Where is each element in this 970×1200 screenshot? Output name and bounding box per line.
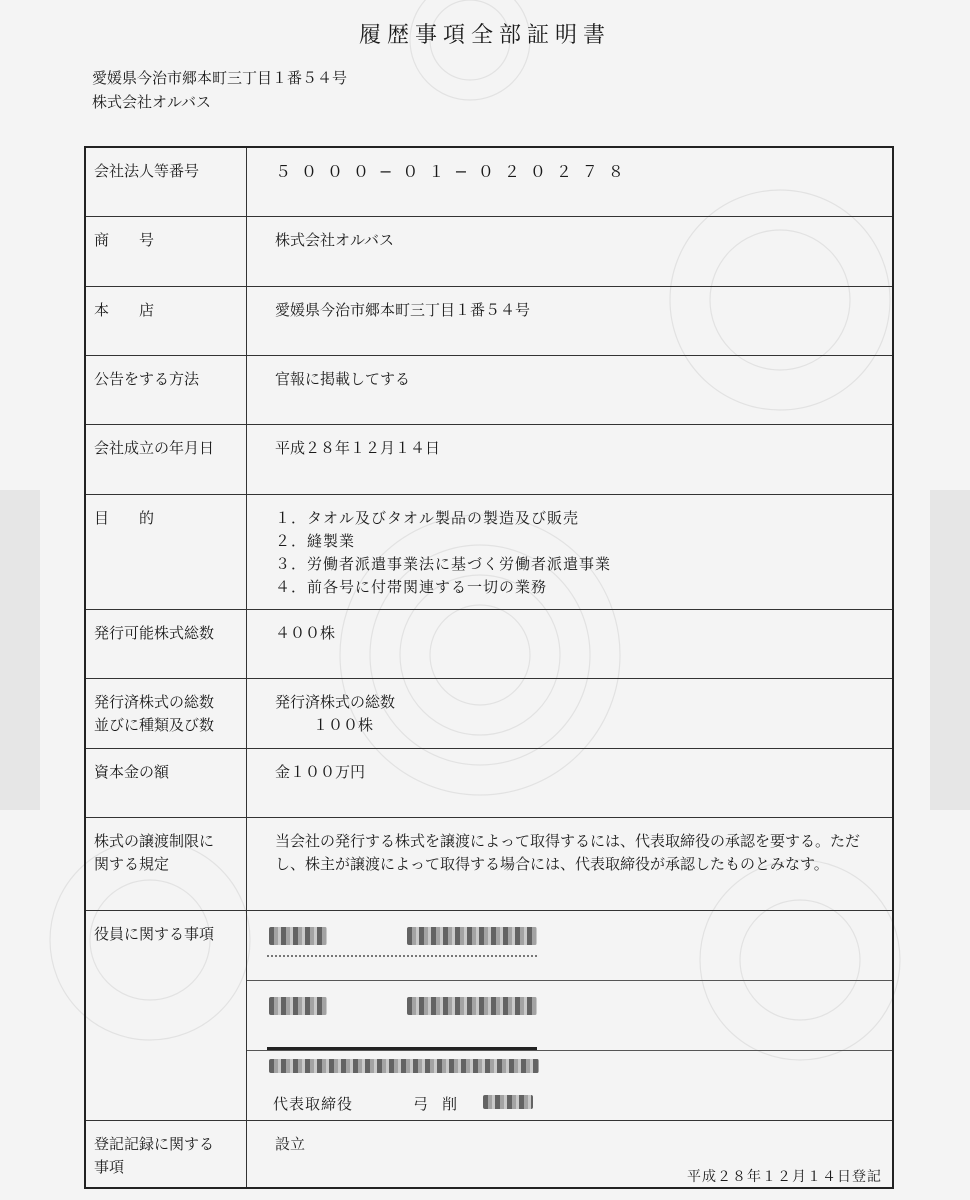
label-head-office: 本 店 <box>85 286 247 355</box>
row-purpose <box>85 494 893 609</box>
value-trade-name: 株式会社オルバス <box>247 216 894 286</box>
label-officers: 役員に関する事項 <box>85 910 247 1120</box>
label-line: 発行済株式の総数 <box>94 692 215 711</box>
officer-entry <box>247 981 892 1051</box>
value-public-notice: 官報に掲載してする <box>247 355 894 424</box>
label-public-notice: 公告をする方法 <box>85 355 247 424</box>
row-issued-shares <box>85 678 893 748</box>
label-line: 株式の譲渡制限に <box>94 831 215 850</box>
label-establishment: 会社成立の年月日 <box>85 424 247 494</box>
label-capital: 資本金の額 <box>85 748 247 817</box>
value-purpose <box>247 494 894 609</box>
document-title: 履歴事項全部証明書 <box>358 23 611 48</box>
solid-underline <box>267 1047 537 1050</box>
certificate-table <box>84 146 894 1189</box>
label-issued-shares <box>85 678 247 748</box>
value-capital: 金１００万円 <box>247 748 894 817</box>
dotted-underline <box>267 955 537 957</box>
registration-type: 設立 <box>275 1134 306 1153</box>
value-line: １００株 <box>313 715 374 734</box>
officer-entry <box>247 911 892 981</box>
value-corp-number: ５０００−０１−０２０２７８ <box>247 147 894 216</box>
row-authorized-shares <box>85 609 893 678</box>
value-registration <box>247 1120 894 1188</box>
row-officers <box>85 910 893 1120</box>
label-trade-name: 商 号 <box>85 216 247 286</box>
registration-date: 平成２８年１２月１４日登記 <box>687 1168 882 1185</box>
row-transfer-restriction <box>85 817 893 910</box>
label-authorized-shares: 発行可能株式総数 <box>85 609 247 678</box>
redacted-name <box>269 927 327 945</box>
label-transfer-restriction <box>85 817 247 910</box>
row-trade-name <box>85 216 893 286</box>
redacted-address <box>269 1059 539 1073</box>
label-registration <box>85 1120 247 1188</box>
row-corp-number <box>85 147 893 216</box>
header-address: 愛媛県今治市郷本町三丁目１番５４号 <box>92 69 348 87</box>
value-establishment: 平成２８年１２月１４日 <box>247 424 894 494</box>
label-purpose: 目 的 <box>85 494 247 609</box>
row-establishment <box>85 424 893 494</box>
purpose-item: ３．労働者派遣事業法に基づく労働者派遣事業 <box>275 554 612 573</box>
header-address-block <box>92 66 347 114</box>
value-issued-shares <box>247 678 894 748</box>
label-line: 事項 <box>94 1157 125 1176</box>
redacted-date <box>407 927 537 945</box>
purpose-item: ２．縫製業 <box>275 531 356 550</box>
officer-name: 弓削 <box>413 1094 472 1113</box>
officer-entry-representative <box>247 1051 892 1120</box>
row-public-notice <box>85 355 893 424</box>
header-company: 株式会社オルバス <box>92 93 211 111</box>
value-authorized-shares: ４００株 <box>247 609 894 678</box>
row-head-office <box>85 286 893 355</box>
label-line: 登記記録に関する <box>94 1134 215 1153</box>
redacted-name-part <box>483 1095 533 1109</box>
value-transfer-restriction: 当会社の発行する株式を譲渡によって取得するには、代表取締役の承認を要する。ただし、株主が譲渡によって取得する場合には、代表取締役が承認したものとみなす。 <box>247 817 894 910</box>
officer-title: 代表取締役 <box>273 1094 354 1113</box>
value-officers <box>247 910 894 1120</box>
purpose-item: １．タオル及びタオル製品の製造及び販売 <box>275 508 580 527</box>
row-capital <box>85 748 893 817</box>
row-registration <box>85 1120 893 1188</box>
value-head-office: 愛媛県今治市郷本町三丁目１番５４号 <box>247 286 894 355</box>
value-line: 発行済株式の総数 <box>275 692 396 711</box>
label-line: 関する規定 <box>94 854 170 873</box>
label-line: 並びに種類及び数 <box>94 715 215 734</box>
label-corp-number: 会社法人等番号 <box>85 147 247 216</box>
redacted-name <box>269 997 327 1015</box>
redacted-date <box>407 997 537 1015</box>
purpose-item: ４．前各号に付帯関連する一切の業務 <box>275 577 548 596</box>
